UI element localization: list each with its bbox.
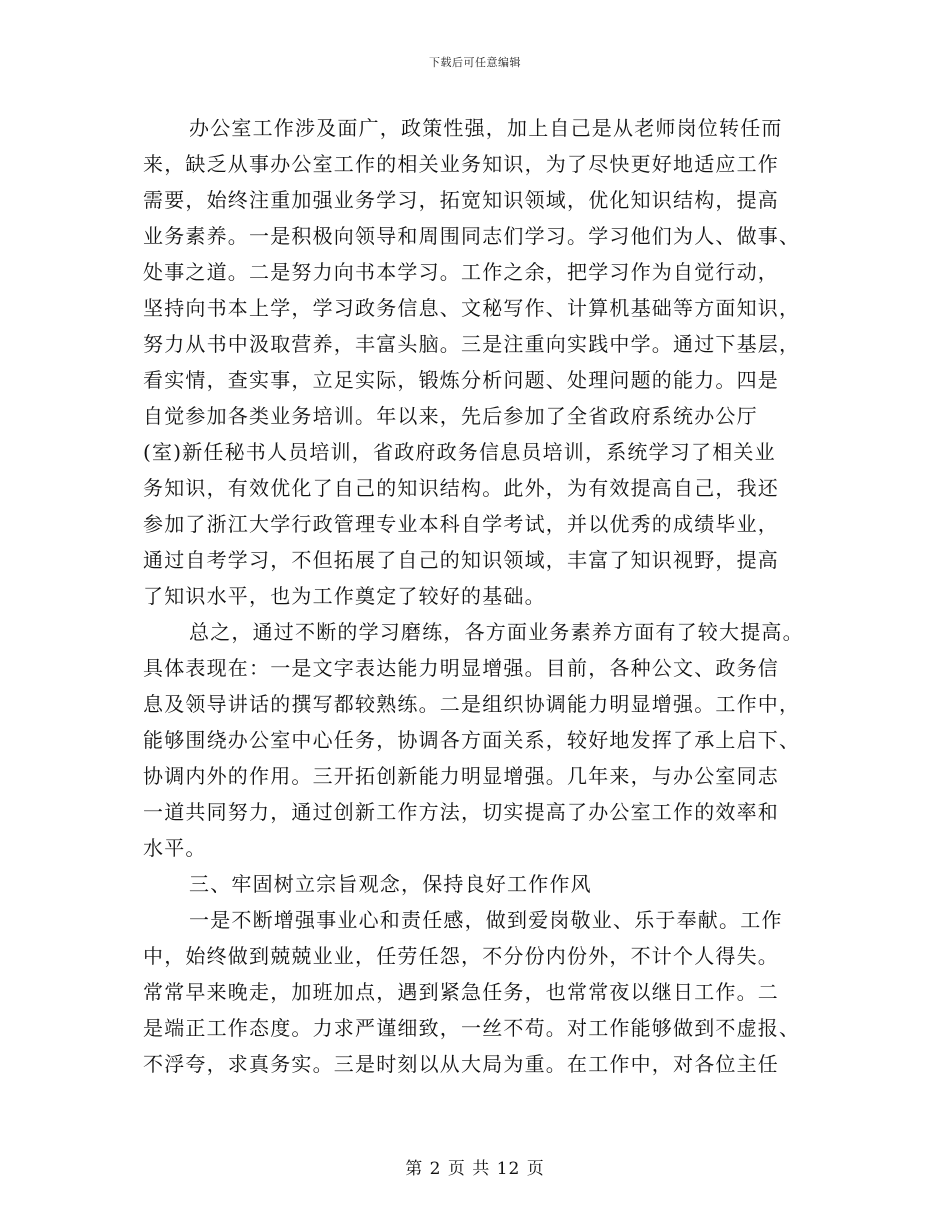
text-line: 具体表现在：一是文字表达能力明显增强。目前，各种公文、政务信: [143, 656, 779, 680]
text-line: 息及领导讲话的撰写都较熟练。二是组织协调能力明显增强。工作中，: [143, 692, 801, 716]
text-line: 坚持向书本上学，学习政务信息、文秘写作、计算机基础等方面知识，: [143, 296, 801, 320]
page-number-footer: 第 2 页 共 12 页: [405, 1159, 545, 1179]
text-line: 不浮夸，求真务实。三是时刻以从大局为重。在工作中，对各位主任: [143, 1052, 779, 1076]
text-line: 中，始终做到兢兢业业，任劳任怨，不分份内份外，不计个人得失。: [143, 944, 779, 968]
text-line: 需要，始终注重加强业务学习，拓宽知识领域，优化知识结构，提高: [143, 188, 779, 212]
text-line: 参加了浙江大学行政管理专业本科自学考试，并以优秀的成绩毕业，: [143, 512, 779, 536]
text-line: 能够围绕办公室中心任务，协调各方面关系，较好地发挥了承上启下、: [143, 728, 801, 752]
text-line: 了知识水平，也为工作奠定了较好的基础。: [143, 584, 546, 608]
text-line: 办公室工作涉及面广，政策性强，加上自己是从老师岗位转任而: [189, 116, 783, 140]
text-line: 处事之道。二是努力向书本学习。工作之余，把学习作为自觉行动，: [143, 260, 779, 284]
text-line: (室)新任秘书人员培训，省政府政务信息员培训，系统学习了相关业: [143, 440, 776, 464]
text-line: 努力从书中汲取营养，丰富头脑。三是注重向实践中学。通过下基层，: [143, 332, 801, 356]
section-heading: 三、牢固树立宗旨观念，保持良好工作作风: [189, 872, 592, 896]
text-line: 业务素养。一是积极向领导和周围同志们学习。学习他们为人、做事、: [143, 224, 801, 248]
text-line: 是端正工作态度。力求严谨细致，一丝不苟。对工作能够做到不虚报、: [143, 1016, 801, 1040]
text-line: 看实情，查实事，立足实际，锻炼分析问题、处理问题的能力。四是: [143, 368, 779, 392]
text-line: 一是不断增强事业心和责任感，做到爱岗敬业、乐于奉献。工作: [189, 908, 783, 932]
text-line: 常常早来晚走，加班加点，遇到紧急任务，也常常夜以继日工作。二: [143, 980, 779, 1004]
text-line: 自觉参加各类业务培训。年以来，先后参加了全省政府系统办公厅: [143, 404, 758, 428]
text-line: 来，缺乏从事办公室工作的相关业务知识，为了尽快更好地适应工作: [143, 152, 779, 176]
text-line: 务知识，有效优化了自己的知识结构。此外，为有效提高自己，我还: [143, 476, 779, 500]
text-line: 水平。: [143, 836, 207, 860]
text-line: 总之，通过不断的学习磨练，各方面业务素养方面有了较大提高。: [189, 620, 804, 644]
text-line: 协调内外的作用。三开拓创新能力明显增强。几年来，与办公室同志: [143, 764, 779, 788]
text-line: 通过自考学习，不但拓展了自己的知识领域，丰富了知识视野，提高: [143, 548, 779, 572]
text-line: 一道共同努力，通过创新工作方法，切实提高了办公室工作的效率和: [143, 800, 779, 824]
page-header: 下载后可任意编辑: [429, 56, 521, 69]
